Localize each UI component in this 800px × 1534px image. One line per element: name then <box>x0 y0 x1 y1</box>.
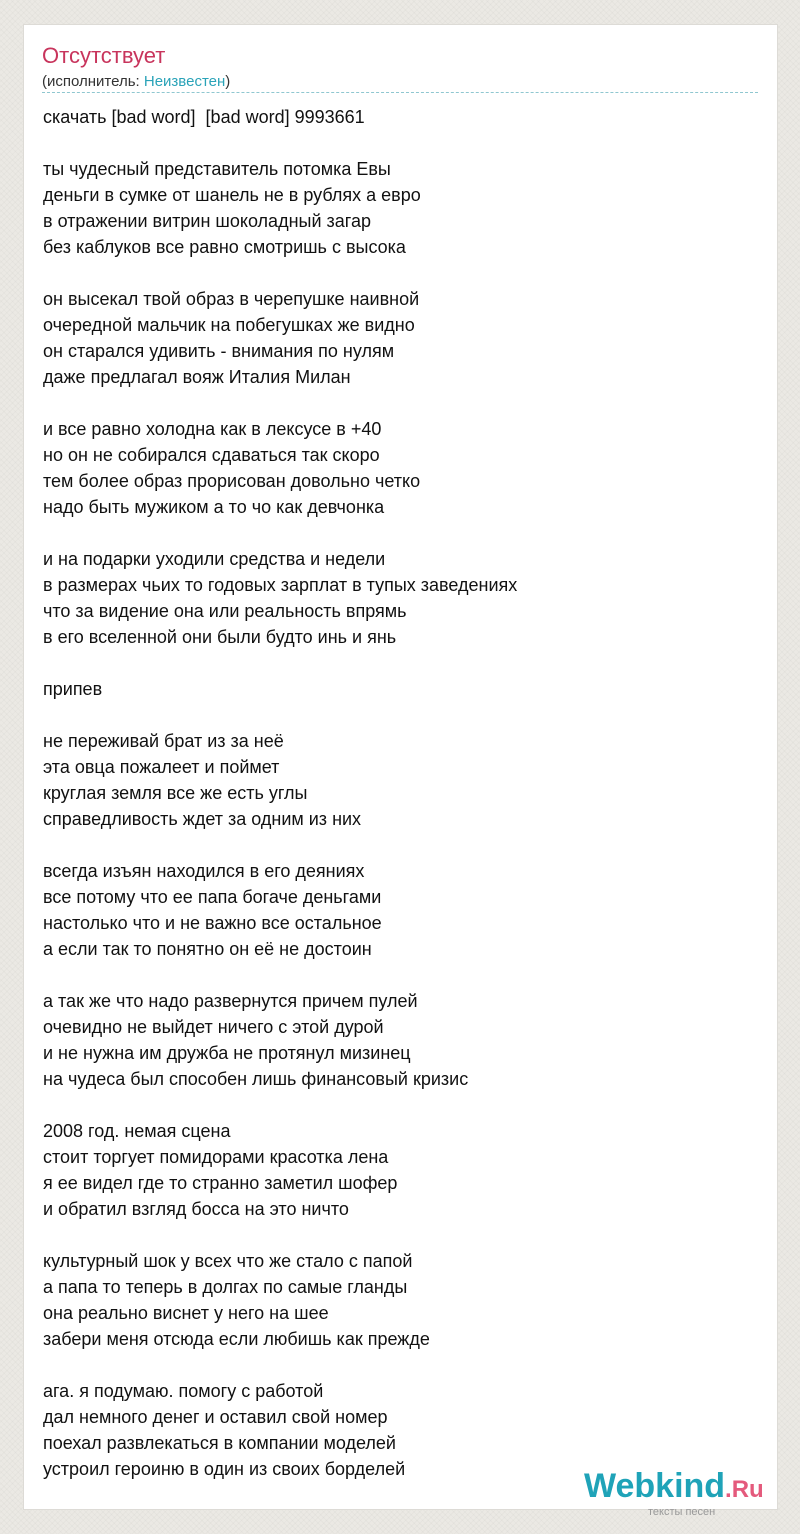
artist-suffix: ) <box>225 73 231 90</box>
lyrics-line: культурный шок у всех что же стало с папой <box>43 1251 413 1271</box>
lyrics-blank-line <box>43 1222 517 1248</box>
webkind-logo <box>584 1466 784 1518</box>
lyrics-line: я ее видел где то странно заметил шофер <box>43 1173 398 1193</box>
lyrics-line: стоит торгует помидорами красотка лена <box>43 1147 389 1167</box>
logo-domain: .Ru <box>725 1476 764 1503</box>
lyrics-line: и не нужна им дружба не протянул мизинец <box>43 1043 411 1063</box>
lyrics-line: в размерах чьих то годовых зарплат в тупых заведениях <box>43 575 518 595</box>
lyrics-line: и на подарки уходили средства и недели <box>43 549 386 569</box>
lyrics-blank-line <box>43 260 517 286</box>
lyrics-line: эта овца пожалеет и поймет <box>43 757 280 777</box>
lyrics-line: справедливость ждет за одним из них <box>43 809 362 829</box>
lyrics-line: поехал развлекаться в компании моделей <box>43 1433 396 1453</box>
song-title: Отсутствует <box>42 43 166 68</box>
lyrics-blank-line <box>43 832 517 858</box>
lyrics-line: настолько что и не важно все остальное <box>43 913 382 933</box>
lyrics-line: устроил героиню в один из своих борделей <box>43 1459 406 1479</box>
artist-prefix: (исполнитель: <box>42 73 144 90</box>
lyrics-line: очевидно не выйдет ничего с этой дурой <box>43 1017 384 1037</box>
lyrics-line: не переживай брат из за неё <box>43 731 284 751</box>
lyrics-line: деньги в сумке от шанель не в рублях а евро <box>43 185 421 205</box>
lyrics-line: он высекал твой образ в черепушке наивной <box>43 289 420 309</box>
lyrics-line: ты чудесный представитель потомка Евы <box>43 159 391 179</box>
lyrics-blank-line <box>43 962 517 988</box>
lyrics-line: и обратил взгляд босса на это ничто <box>43 1199 349 1219</box>
lyrics-line: и все равно холодна как в лексусе в +40 <box>43 419 382 439</box>
lyrics-line: а так же что надо развернутся причем пулей <box>43 991 418 1011</box>
lyrics-line: а папа то теперь в долгах по самые гланды <box>43 1277 408 1297</box>
lyrics-line: припев <box>43 679 103 699</box>
lyrics-line: что за видение она или реальность впрямь <box>43 601 407 621</box>
lyrics-line: забери меня отсюда если любишь как прежде <box>43 1329 430 1349</box>
lyrics-line: всегда изъян находился в его деяниях <box>43 861 365 881</box>
lyrics-blank-line <box>43 390 517 416</box>
lyrics-line: даже предлагал вояж Италия Милан <box>43 367 351 387</box>
lyrics-line: она реально виснет у него на шее <box>43 1303 329 1323</box>
logo-tagline: тексты песен <box>648 1506 716 1518</box>
lyrics-line: он старался удивить - внимания по нулям <box>43 341 395 361</box>
lyrics-line: надо быть мужиком а то чо как девчонка <box>43 497 385 517</box>
lyrics-blank-line <box>43 130 517 156</box>
artist-link[interactable]: Неизвестен <box>143 73 226 90</box>
lyrics-line: скачать [bad word] [bad word] 9993661 <box>43 107 365 127</box>
lyrics-line: в его вселенной они были будто инь и янь <box>43 627 397 647</box>
lyrics-line: а если так то понятно он её не достоин <box>43 939 372 959</box>
lyrics-line: дал немного денег и оставил свой номер <box>43 1407 388 1427</box>
lyrics-line: тем более образ прорисован довольно четко <box>43 471 421 491</box>
lyrics-line: круглая земля все же есть углы <box>43 783 308 803</box>
lyrics-line: в отражении витрин шоколадный загар <box>43 211 371 231</box>
lyrics-blank-line <box>43 702 517 728</box>
artist-line <box>42 72 230 92</box>
logo-wordmark <box>584 1466 764 1510</box>
lyrics-line: без каблуков все равно смотришь с высока <box>43 237 406 257</box>
lyrics-blank-line <box>43 1352 517 1378</box>
lyrics-blank-line <box>43 650 517 676</box>
lyrics-line: все потому что ее папа богаче деньгами <box>43 887 382 907</box>
lyrics-line: 2008 год. немая сцена <box>43 1121 231 1141</box>
lyrics-line: на чудеса был способен лишь финансовый кризис <box>43 1069 469 1089</box>
lyrics-block <box>43 104 517 1482</box>
lyrics-blank-line <box>43 1092 517 1118</box>
lyrics-line: очередной мальчик на побегушках же видно <box>43 315 415 335</box>
lyrics-blank-line <box>43 520 517 546</box>
lyrics-line: ага. я подумаю. помогу с работой <box>43 1381 324 1401</box>
lyrics-line: но он не собирался сдаваться так скоро <box>43 445 380 465</box>
title-divider <box>42 92 758 93</box>
logo-brand: Webkind <box>584 1467 726 1505</box>
